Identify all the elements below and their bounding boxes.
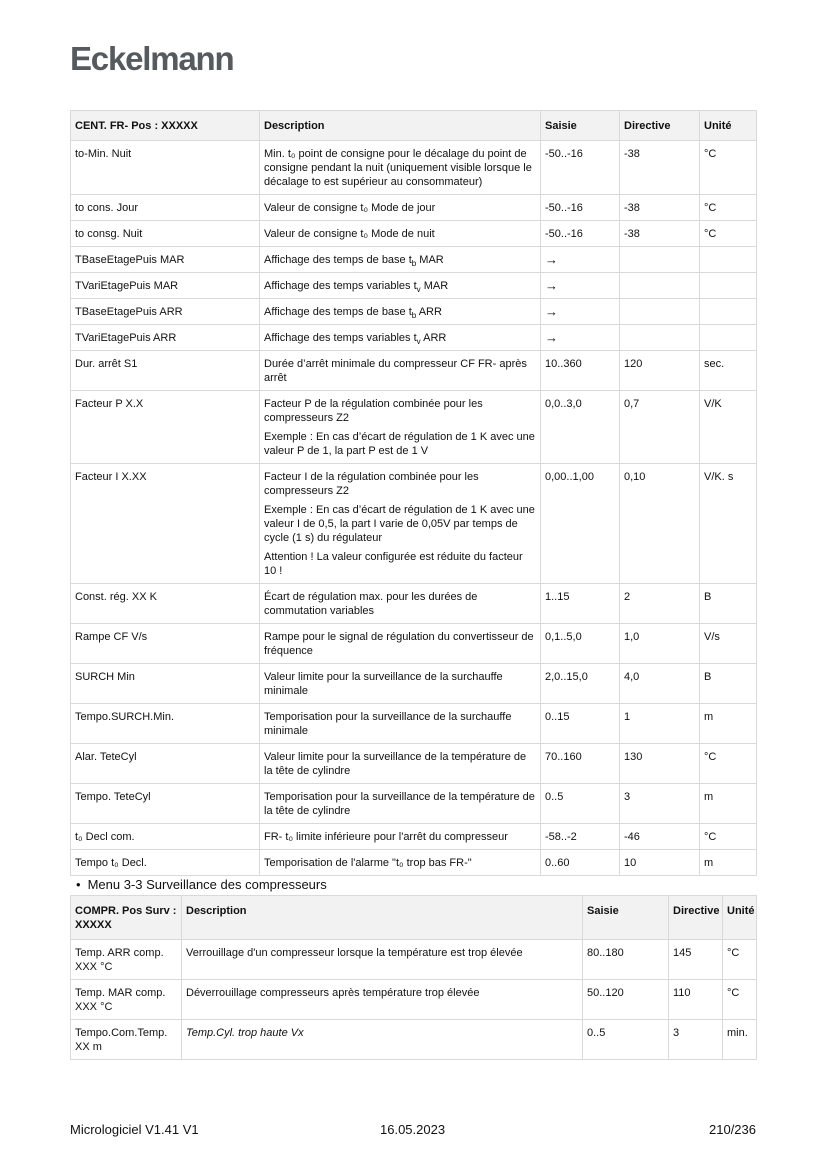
description-cell <box>260 664 541 704</box>
parameter-name-cell: Facteur I X.XX <box>71 464 260 584</box>
input-range-cell: 2,0..15,0 <box>541 664 620 704</box>
input-range-cell: 0,1..5,0 <box>541 624 620 664</box>
description-paragraph: Affichage des temps de base $t_b$ MAR <box>264 254 444 268</box>
unit-cell: m <box>700 784 757 824</box>
input-range-cell: 70..160 <box>541 744 620 784</box>
header-cell: Description <box>182 896 583 940</box>
unit-cell: B <box>700 664 757 704</box>
description-cell <box>182 1020 583 1060</box>
description-paragraph: Affichage des temps de base $t_b$ ARR <box>264 306 442 320</box>
default-value-cell: 3 <box>669 1020 723 1060</box>
header-cell: Directive <box>669 896 723 940</box>
parameter-name-cell: TBaseEtagePuis MAR <box>71 247 260 273</box>
parameter-name-cell: TVariEtagePuis ARR <box>71 325 260 351</box>
description-cell <box>260 221 541 247</box>
description-cell <box>260 464 541 584</box>
parameter-name-cell: Facteur P X.X <box>71 391 260 464</box>
default-value-cell: 110 <box>669 980 723 1020</box>
table-row <box>71 584 757 624</box>
input-range-cell: → <box>541 325 620 351</box>
description-paragraph: Rampe pour le signal de régulation du convertisseur de fréquence <box>264 631 534 657</box>
unit-cell <box>700 325 757 351</box>
description-paragraph: Attention ! La valeur configurée est réduite du facteur 10 ! <box>264 551 523 577</box>
description-paragraph: Affichage des temps variables $t_v$ MAR <box>264 280 449 294</box>
default-value-cell: 145 <box>669 940 723 980</box>
unit-cell: min. <box>723 1020 757 1060</box>
section-title: Menu 3-3 Surveillance des compresseurs <box>87 877 327 892</box>
default-value-cell <box>620 299 700 325</box>
description-cell <box>260 704 541 744</box>
parameter-name-cell: Tempo.SURCH.Min. <box>71 704 260 744</box>
description-cell <box>260 195 541 221</box>
parameter-table-compr-surv <box>70 895 757 1060</box>
table-row <box>71 940 757 980</box>
table-row <box>71 850 757 876</box>
default-value-cell: 10 <box>620 850 700 876</box>
parameter-name-cell: Tempo. TeteCyl <box>71 784 260 824</box>
unit-cell: V/s <box>700 624 757 664</box>
unit-cell: m <box>700 704 757 744</box>
default-value-cell: -38 <box>620 141 700 195</box>
default-value-cell: -38 <box>620 221 700 247</box>
default-value-cell: -46 <box>620 824 700 850</box>
description-paragraph: Facteur P de la régulation combinée pour les compresseurs Z2 <box>264 398 483 424</box>
bullet-dot-icon: • <box>76 877 81 892</box>
description-paragraph: Temporisation pour la surveillance de la surchauffe minimale <box>264 711 512 737</box>
default-value-cell: 130 <box>620 744 700 784</box>
parameter-name-cell: Tempo.Com.Temp. XX m <box>71 1020 182 1060</box>
description-cell <box>260 299 541 325</box>
default-value-cell: 4,0 <box>620 664 700 704</box>
table-header-row <box>71 111 757 141</box>
parameter-name-cell: Const. rég. XX K <box>71 584 260 624</box>
description-paragraph: Min. t₀ point de consigne pour le décalage du point de consigne pendant la nuit (uniquement visible lorsque le décalage to est supérieur au consommateur) <box>264 148 532 188</box>
table-row <box>71 824 757 850</box>
description-paragraph: Temp.Cyl. trop haute Vx <box>186 1027 304 1039</box>
unit-cell: V/K <box>700 391 757 464</box>
table-row <box>71 624 757 664</box>
table-row <box>71 1020 757 1060</box>
default-value-cell <box>620 247 700 273</box>
description-paragraph: Temporisation de l'alarme "t₀ trop bas FR-" <box>264 857 472 869</box>
unit-cell: °C <box>700 221 757 247</box>
default-value-cell: 1 <box>620 704 700 744</box>
table-row <box>71 273 757 299</box>
input-range-cell: 50..120 <box>583 980 669 1020</box>
description-paragraph: Facteur I de la régulation combinée pour les compresseurs Z2 <box>264 471 479 497</box>
table-row <box>71 351 757 391</box>
footer-date: 16.05.2023 <box>380 1122 446 1137</box>
description-cell <box>260 824 541 850</box>
description-paragraph: Écart de régulation max. pour les durées de commutation variables <box>264 591 478 617</box>
table-row <box>71 744 757 784</box>
header-cell: Unité <box>723 896 757 940</box>
parameter-name-cell: TVariEtagePuis MAR <box>71 273 260 299</box>
description-cell <box>260 351 541 391</box>
table-row <box>71 195 757 221</box>
table-row <box>71 247 757 273</box>
table-row <box>71 464 757 584</box>
description-paragraph: Valeur de consigne t₀ Mode de nuit <box>264 228 435 240</box>
description-paragraph: Affichage des temps variables $t_v$ ARR <box>264 332 447 346</box>
input-range-cell: -58..-2 <box>541 824 620 850</box>
parameter-name-cell: t₀ Decl com. <box>71 824 260 850</box>
parameter-name-cell: Temp. ARR comp. XXX °C <box>71 940 182 980</box>
header-cell: Directive <box>620 111 700 141</box>
unit-cell: sec. <box>700 351 757 391</box>
input-range-cell: 10..360 <box>541 351 620 391</box>
unit-cell: V/K. s <box>700 464 757 584</box>
input-range-cell: → <box>541 273 620 299</box>
unit-cell: °C <box>700 141 757 195</box>
default-value-cell: 0,10 <box>620 464 700 584</box>
unit-cell: °C <box>700 824 757 850</box>
description-paragraph: Durée d’arrêt minimale du compresseur CF FR- après arrêt <box>264 358 527 384</box>
default-value-cell: 3 <box>620 784 700 824</box>
parameter-name-cell: Temp. MAR comp. XXX °C <box>71 980 182 1020</box>
description-paragraph: Valeur de consigne t₀ Mode de jour <box>264 202 436 214</box>
default-value-cell: 1,0 <box>620 624 700 664</box>
input-range-cell: 1..15 <box>541 584 620 624</box>
section-bullet <box>76 877 327 893</box>
default-value-cell <box>620 325 700 351</box>
company-logo: Eckelmann <box>70 40 234 77</box>
default-value-cell: 120 <box>620 351 700 391</box>
description-cell <box>260 273 541 299</box>
description-cell <box>260 391 541 464</box>
input-range-cell: 0..5 <box>541 784 620 824</box>
footer-firmware: Micrologiciel V1.41 V1 <box>70 1122 199 1137</box>
unit-cell: °C <box>723 940 757 980</box>
parameter-name-cell: Dur. arrêt S1 <box>71 351 260 391</box>
table-row <box>71 664 757 704</box>
header-cell: Description <box>260 111 541 141</box>
header-cell: Saisie <box>583 896 669 940</box>
default-value-cell: 2 <box>620 584 700 624</box>
input-range-cell: 0,0..3,0 <box>541 391 620 464</box>
table-row <box>71 704 757 744</box>
description-cell <box>260 624 541 664</box>
description-cell <box>260 850 541 876</box>
parameter-name-cell: TBaseEtagePuis ARR <box>71 299 260 325</box>
table-row <box>71 221 757 247</box>
description-paragraph: Valeur limite pour la surveillance de la surchauffe minimale <box>264 671 503 697</box>
parameter-name-cell: Tempo t₀ Decl. <box>71 850 260 876</box>
header-cell: Unité <box>700 111 757 141</box>
input-range-cell: -50..-16 <box>541 195 620 221</box>
input-range-cell: 80..180 <box>583 940 669 980</box>
footer-page-number: 210/236 <box>709 1122 756 1137</box>
description-paragraph: Valeur limite pour la surveillance de la température de la tête de cylindre <box>264 751 527 777</box>
description-cell <box>260 744 541 784</box>
unit-cell: °C <box>700 195 757 221</box>
unit-cell: °C <box>700 744 757 784</box>
description-paragraph: Verrouillage d'un compresseur lorsque la température est trop élevée <box>186 947 523 959</box>
description-cell <box>260 247 541 273</box>
table-row <box>71 325 757 351</box>
description-cell <box>260 325 541 351</box>
description-cell <box>182 980 583 1020</box>
description-paragraph: Exemple : En cas d’écart de régulation de 1 K avec une valeur I de 0,5, la part I varie de 0,05V par temps de cycle (1 s) du régulateur <box>264 504 535 544</box>
description-cell <box>260 584 541 624</box>
unit-cell: m <box>700 850 757 876</box>
parameter-name-cell: Rampe CF V/s <box>71 624 260 664</box>
input-range-cell: 0,00..1,00 <box>541 464 620 584</box>
description-cell <box>260 784 541 824</box>
description-paragraph: FR- t₀ limite inférieure pour l'arrêt du compresseur <box>264 831 508 843</box>
header-cell: Saisie <box>541 111 620 141</box>
table-row <box>71 299 757 325</box>
input-range-cell: 0..60 <box>541 850 620 876</box>
input-range-cell: -50..-16 <box>541 141 620 195</box>
unit-cell: B <box>700 584 757 624</box>
input-range-cell: → <box>541 299 620 325</box>
table-row <box>71 980 757 1020</box>
input-range-cell: 0..15 <box>541 704 620 744</box>
default-value-cell: 0,7 <box>620 391 700 464</box>
parameter-table-cent-fr <box>70 110 757 876</box>
description-cell <box>182 940 583 980</box>
input-range-cell: 0..5 <box>583 1020 669 1060</box>
description-paragraph: Déverrouillage compresseurs après température trop élevée <box>186 987 480 999</box>
parameter-name-cell: to consg. Nuit <box>71 221 260 247</box>
table-row <box>71 141 757 195</box>
unit-cell <box>700 299 757 325</box>
parameter-name-cell: to cons. Jour <box>71 195 260 221</box>
header-cell: COMPR. Pos Surv : XXXXX <box>71 896 182 940</box>
unit-cell <box>700 273 757 299</box>
unit-cell <box>700 247 757 273</box>
parameter-name-cell: Alar. TeteCyl <box>71 744 260 784</box>
input-range-cell: → <box>541 247 620 273</box>
table-row <box>71 784 757 824</box>
parameter-name-cell: SURCH Min <box>71 664 260 704</box>
default-value-cell: -38 <box>620 195 700 221</box>
description-cell <box>260 141 541 195</box>
table-header-row <box>71 896 757 940</box>
default-value-cell <box>620 273 700 299</box>
description-paragraph: Temporisation pour la surveillance de la température de la tête de cylindre <box>264 791 535 817</box>
parameter-name-cell: to-Min. Nuit <box>71 141 260 195</box>
input-range-cell: -50..-16 <box>541 221 620 247</box>
table-row <box>71 391 757 464</box>
header-cell: CENT. FR- Pos : XXXXX <box>71 111 260 141</box>
description-paragraph: Exemple : En cas d’écart de régulation de 1 K avec une valeur P de 1, la part P est de 1 V <box>264 431 535 457</box>
unit-cell: °C <box>723 980 757 1020</box>
